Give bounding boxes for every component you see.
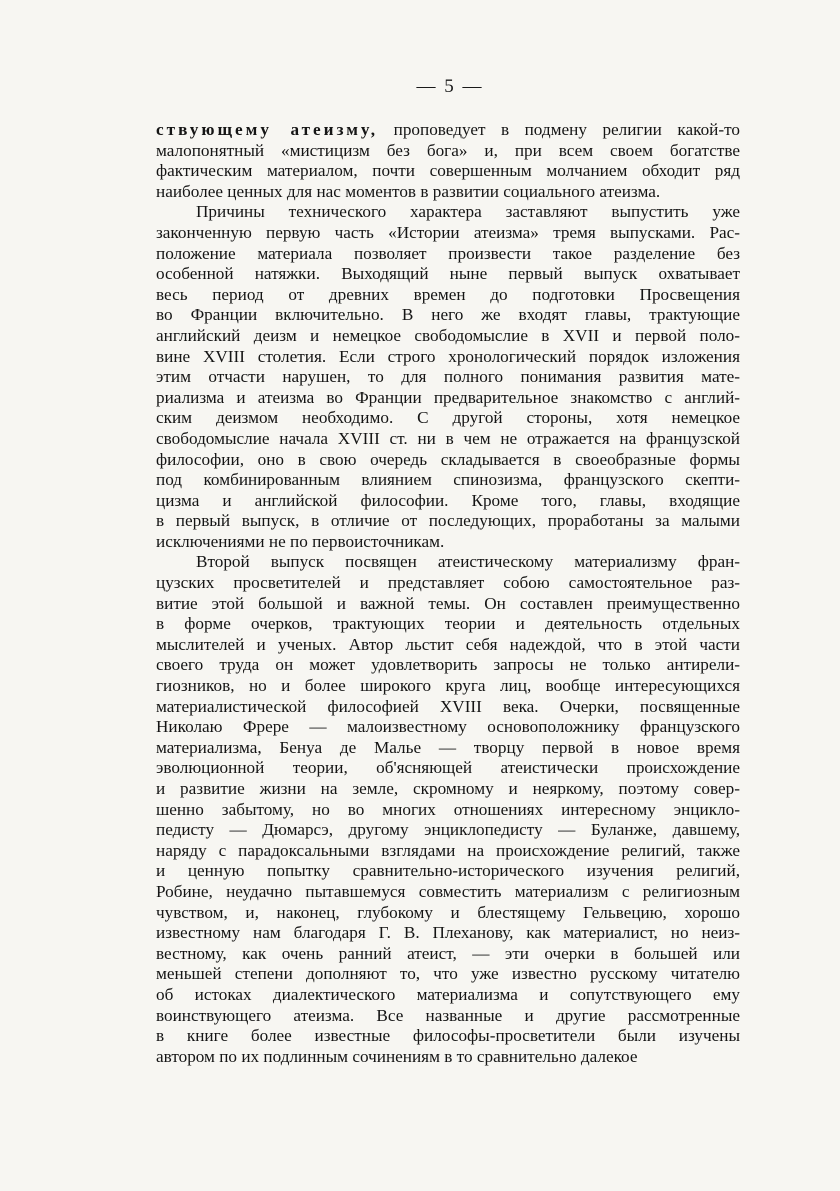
- text-line: [156, 635, 740, 656]
- line-text: ским деизмом необходимо. С другой стороны, хотя немецкое: [156, 408, 740, 428]
- line-text: в книге более известные философы-просветители были изучены: [156, 1026, 740, 1046]
- line-text: под комбинированным влиянием спинозизма, французского скепти-: [156, 470, 740, 490]
- text-line: [156, 491, 740, 512]
- line-text: автором по их подлинным сочинениям в то сравнительно далекое: [156, 1046, 638, 1066]
- line-text: вине XVIII столетия. Если строго хронологический порядок изложения: [156, 346, 740, 366]
- text-line: [156, 367, 740, 388]
- line-text: своего труда он может удовлетворить запросы не только антирели-: [156, 655, 740, 675]
- emphasized-text: ствующему атеизму,: [156, 120, 379, 139]
- text-line: [156, 820, 740, 841]
- text-line: [156, 532, 740, 553]
- line-text: витие этой большой и важной темы. Он составлен преимущественно: [156, 593, 740, 613]
- line-text: весь период от древних времен до подготовки Просвещения: [156, 284, 740, 304]
- text-line: [156, 697, 740, 718]
- text-line: [156, 1026, 740, 1047]
- text-line: [156, 758, 740, 779]
- text-line: [156, 985, 740, 1006]
- line-text: философии, оно в свою очередь складывается в своеобразные формы: [156, 449, 740, 469]
- text-line: [156, 161, 740, 182]
- text-line: [156, 655, 740, 676]
- body-text: [156, 120, 740, 1067]
- line-text: фактическим материалом, почти совершенным молчанием обходит ряд: [156, 161, 740, 181]
- text-line: [156, 903, 740, 924]
- text-line: [156, 264, 740, 285]
- text-line: [156, 388, 740, 409]
- line-text: материализма, Бенуа де Малье — творцу первой в новое время: [156, 737, 740, 757]
- text-line: [156, 717, 740, 738]
- line-text: об истоках диалектического материализма и сопутствующего ему: [156, 984, 740, 1004]
- line-text: цузских просветителей и представляет собою самостоятельное раз-: [156, 573, 740, 593]
- line-text: шенно забытому, но во многих отношениях интересному энцикло-: [156, 799, 740, 819]
- paragraph: [156, 120, 740, 202]
- line-text: исключениями не по первоисточникам.: [156, 531, 445, 551]
- line-text: проповедует в подмену религии какой-то: [378, 120, 740, 139]
- line-text: мыслителей и ученых. Автор льстит себя надеждой, что в этой части: [156, 634, 740, 654]
- text-line: [156, 1047, 740, 1068]
- text-line: [156, 944, 740, 965]
- line-text: Николаю Фрере — малоизвестному основоположнику французского: [156, 717, 740, 737]
- line-text: малопонятный «мистицизм без бога» и, при всем своем богатстве: [156, 140, 740, 160]
- text-line: [156, 511, 740, 532]
- line-text: чувством, и, наконец, глубокому и блестящему Гельвецию, хорошо: [156, 902, 740, 922]
- text-line: [156, 882, 740, 903]
- text-line: [156, 573, 740, 594]
- line-text: в форме очерков, трактующих теории и деятельность отдельных: [156, 614, 740, 634]
- line-text: английский деизм и немецкое свободомыслие в XVII и первой поло-: [156, 325, 740, 345]
- text-line: [156, 120, 740, 141]
- text-line: [156, 326, 740, 347]
- line-text: этим отчасти нарушен, то для полного понимания развития мате-: [156, 367, 740, 387]
- text-line: [156, 305, 740, 326]
- text-line: [156, 594, 740, 615]
- text-line: [156, 552, 740, 573]
- line-text: Второй выпуск посвящен атеистическому материализму фран-: [196, 552, 740, 572]
- line-text: законченную первую часть «Истории атеизма» тремя выпусками. Рас-: [156, 222, 740, 242]
- line-text: материалистической философией XVIII века. Очерки, посвященные: [156, 696, 740, 716]
- text-line: [156, 244, 740, 265]
- line-text: педисту — Дюмарсэ, другому энциклопедисту — Буланже, давшему,: [156, 820, 740, 840]
- line-text: гиозников, но и более широкого круга лиц, вообще интересующихся: [156, 676, 740, 696]
- text-line: [156, 202, 740, 223]
- line-text: во Франции включительно. В него же входят главы, трактующие: [156, 305, 740, 325]
- text-line: [156, 861, 740, 882]
- text-line: [156, 841, 740, 862]
- line-text: воинствующего атеизма. Все названные и другие рассмотренные: [156, 1005, 740, 1025]
- line-text: особенной натяжки. Выходящий ныне первый выпуск охватывает: [156, 264, 740, 284]
- text-line: [156, 285, 740, 306]
- text-line: [156, 429, 740, 450]
- text-line: [156, 676, 740, 697]
- text-line: [156, 614, 740, 635]
- line-text: и развитие жизни на земле, скромному и неяркому, поэтому совер-: [156, 779, 740, 798]
- text-line: [156, 223, 740, 244]
- text-line: [156, 470, 740, 491]
- line-text: наряду с парадоксальными взглядами на происхождение религий, также: [156, 840, 740, 860]
- line-text: в первый выпуск, в отличие от последующих, проработаны за малыми: [156, 511, 740, 531]
- paragraph: [156, 202, 740, 552]
- line-text: и ценную попытку сравнительно-исторического изучения религий,: [156, 861, 740, 881]
- line-text: Робине, неудачно пытавшемуся совместить материализм с религиозным: [156, 881, 740, 901]
- line-text: эволюционной теории, об'ясняющей атеистически происхождение: [156, 758, 740, 778]
- text-line: [156, 738, 740, 759]
- text-line: [156, 347, 740, 368]
- paragraph: [156, 552, 740, 1067]
- text-line: [156, 408, 740, 429]
- line-text: известному нам благодаря Г. В. Плеханову, как материалист, но неиз-: [156, 923, 740, 943]
- text-line: [156, 800, 740, 821]
- page-number: — 5 —: [416, 76, 484, 97]
- text-line: [156, 964, 740, 985]
- text-line: [156, 1006, 740, 1027]
- line-text: свободомыслие начала XVIII ст. ни в чем не отражается на французской: [156, 428, 740, 448]
- line-text: риализма и атеизма во Франции предварительное знакомство с англий-: [156, 387, 740, 407]
- text-line: [156, 450, 740, 471]
- text-line: [156, 779, 740, 800]
- line-text: цизма и английской философии. Кроме того, главы, входящие: [156, 490, 740, 510]
- line-text: наиболее ценных для нас моментов в развитии социального атеизма.: [156, 181, 661, 201]
- text-line: [156, 141, 740, 162]
- line-text: вестному, как очень ранний атеист, — эти очерки в большей или: [156, 943, 740, 963]
- text-line: [156, 923, 740, 944]
- line-text: положение материала позволяет произвести такое разделение без: [156, 243, 740, 263]
- line-text: меньшей степени дополняют то, что уже известно русскому читателю: [156, 964, 740, 984]
- line-text: Причины технического характера заставляют выпустить уже: [196, 202, 740, 222]
- text-line: [156, 182, 740, 203]
